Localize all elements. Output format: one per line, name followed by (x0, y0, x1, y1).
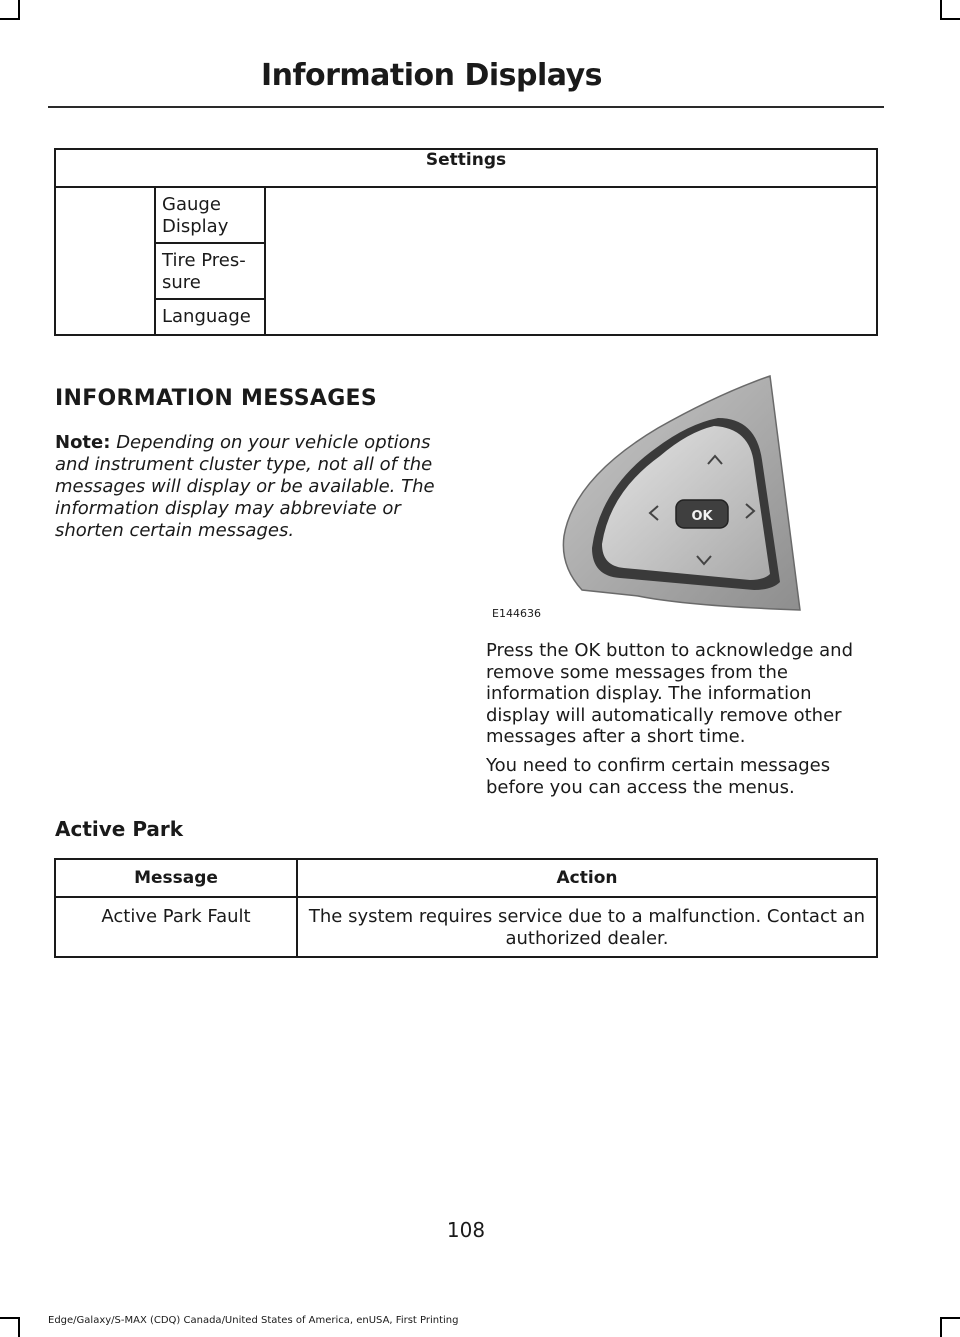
subsection-heading: Active Park (55, 817, 184, 841)
table-header-row (55, 859, 877, 897)
table-cell-empty (55, 187, 155, 335)
footer-text: Edge/Galaxy/S-MAX (CDQ) Canada/United States of America, enUSA, First Printing (48, 1315, 459, 1326)
crop-mark (940, 1317, 942, 1337)
note-label: Note: (55, 432, 111, 453)
crop-mark (940, 18, 960, 20)
setting-label: Tire Pres-sure (155, 243, 265, 299)
column-header-message: Message (55, 859, 297, 897)
steering-wheel-controls-illustration (488, 368, 818, 628)
column-header-action: Action (297, 859, 877, 897)
crop-mark (18, 0, 20, 20)
ok-button (676, 500, 728, 528)
action-cell: The system requires service due to a malfunction. Contact an authorized dealer. (297, 897, 877, 957)
message-cell: Active Park Fault (55, 897, 297, 957)
settings-table (54, 148, 878, 336)
page-number: 108 (446, 1218, 486, 1242)
crop-mark (18, 1317, 20, 1337)
crop-mark (940, 0, 942, 20)
crop-mark (0, 1317, 20, 1319)
table-row (55, 187, 877, 243)
figure-code: E144636 (492, 607, 541, 620)
note-text: Depending on your vehicle options and instrument cluster type, not all of the messages will display or be available. The information display may abbreviate or shorten certain messages. (55, 432, 435, 541)
setting-label: Gauge Display (155, 187, 265, 243)
section-heading: INFORMATION MESSAGES (55, 386, 378, 411)
setting-label: Language (155, 299, 265, 335)
active-park-table (54, 858, 878, 958)
page-title: Information Displays (260, 58, 602, 93)
table-cell-empty (265, 187, 877, 335)
body-paragraph: You need to confirm certain messages before you can access the menus. (486, 755, 831, 798)
table-row (55, 897, 877, 957)
crop-mark (940, 1317, 960, 1319)
table-header-row (55, 149, 877, 187)
crop-mark (0, 18, 20, 20)
settings-header: Settings (55, 149, 877, 187)
svg-text:OK: OK (691, 509, 713, 524)
note-paragraph (55, 432, 445, 542)
header-divider (48, 106, 884, 108)
body-paragraph: Press the OK button to acknowledge and remove some messages from the information display. The information display will automatically remove other messages after a short time. (486, 640, 854, 747)
